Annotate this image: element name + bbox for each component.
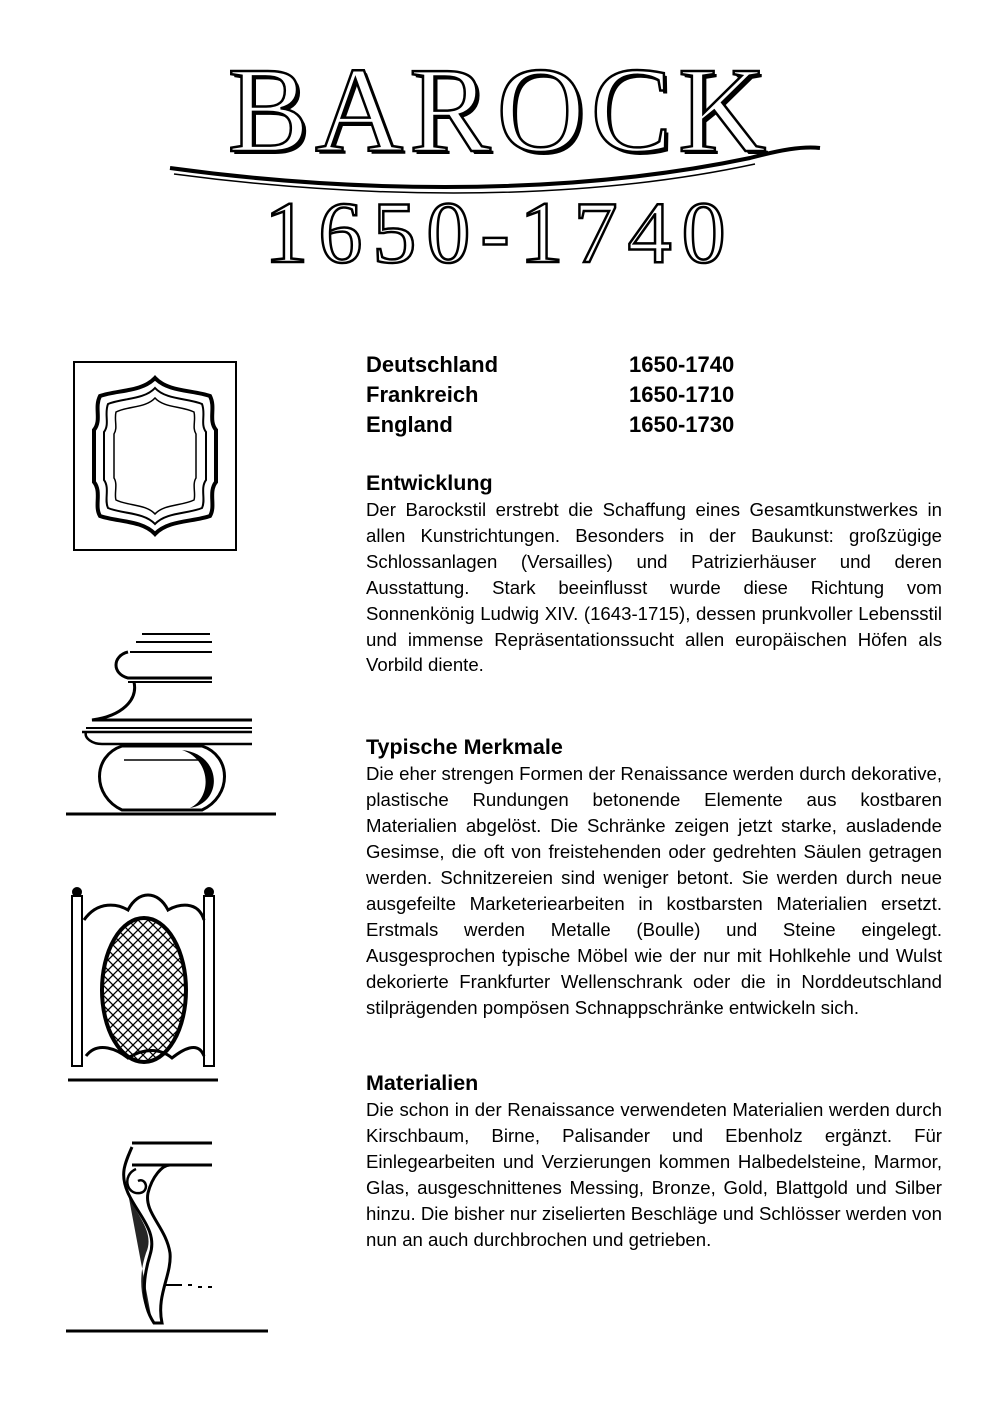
country-label: Deutschland [366,352,499,377]
section-body: Die schon in der Renaissance verwendeten Materialien werden durch Kirschbaum, Birne, Palisander und Ebenholz ergänzt. Für Einlegearbeiten und Verzierungen kommen Halbedelsteine, Marmor, Glas, ausgeschnittenes Messing, Bronze, Gold, Blattgold und Silber hinzu. Die bisher nur ziselierten Beschläge und Schlösser werden von nun an auch durchbrochen und getrieben. [366,1099,942,1250]
period-dates-table [366,350,942,440]
country-label: England [366,412,453,437]
section-materialien [366,1070,942,1252]
period-range: 1650-1730 [629,412,735,437]
cabriole-leg-icon [62,1135,272,1345]
table-row [366,350,942,380]
content-column [366,350,942,1253]
section-entwicklung [366,470,942,678]
page-subtitle-years: 1650-1740 [264,185,736,282]
country-label: Frankreich [366,382,479,407]
title-block [130,43,870,290]
section-heading: Entwicklung [366,471,493,495]
period-range: 1650-1710 [629,382,735,407]
period-range: 1650-1740 [629,352,735,377]
page-title: BAROCK [227,43,773,178]
table-row [366,410,942,440]
table-row [366,380,942,410]
column-base-icon [62,620,276,830]
section-heading: Materialien [366,1071,479,1096]
mirror-frame-icon [72,360,238,552]
section-heading: Typische Merkmale [366,735,563,760]
section-typische-merkmale [366,734,942,1020]
section-body: Der Barockstil erstrebt die Schaffung eines Gesamtkunstwerkes in allen Kunstrichtungen. Besonders in der Baukunst: großzügige Schlossanlagen (Versailles) und Patrizierhäuser und deren Ausstattung. Stark beeinflusst wurde diese Richtung vom Sonnenkönig Ludwig XIV. (1643-1715), dessen prunkvoller Lebensstil und immense Repräsentationssucht allen europäischen Höfen als Vorbild diente. [366,499,942,676]
chair-back-icon [68,880,228,1085]
section-body: Die eher strengen Formen der Renaissance werden durch dekorative, plastische Rundungen betonende Elemente aus kostbaren Materialien abgelöst. Die Schränke zeigen jetzt starke, ausladende Gesimse, die oft von freistehenden oder gedrehten Säulen getragen werden. Schnitzereien sind weniger betont. Sie werden durch neue ausgefeilte Marketeriearbeiten in kostbarsten Materialien ersetzt. Erstmals werden Metalle (Boulle) und Steine eingelegt. Ausgesprochen typische Möbel wie der nur mit Hohlkehle und Wulst dekorierte Frankfurter Wellenschrank oder die in Norddeutschland stilprägenden pompösen Schnappschränke entwickeln sich. [366,763,942,1018]
